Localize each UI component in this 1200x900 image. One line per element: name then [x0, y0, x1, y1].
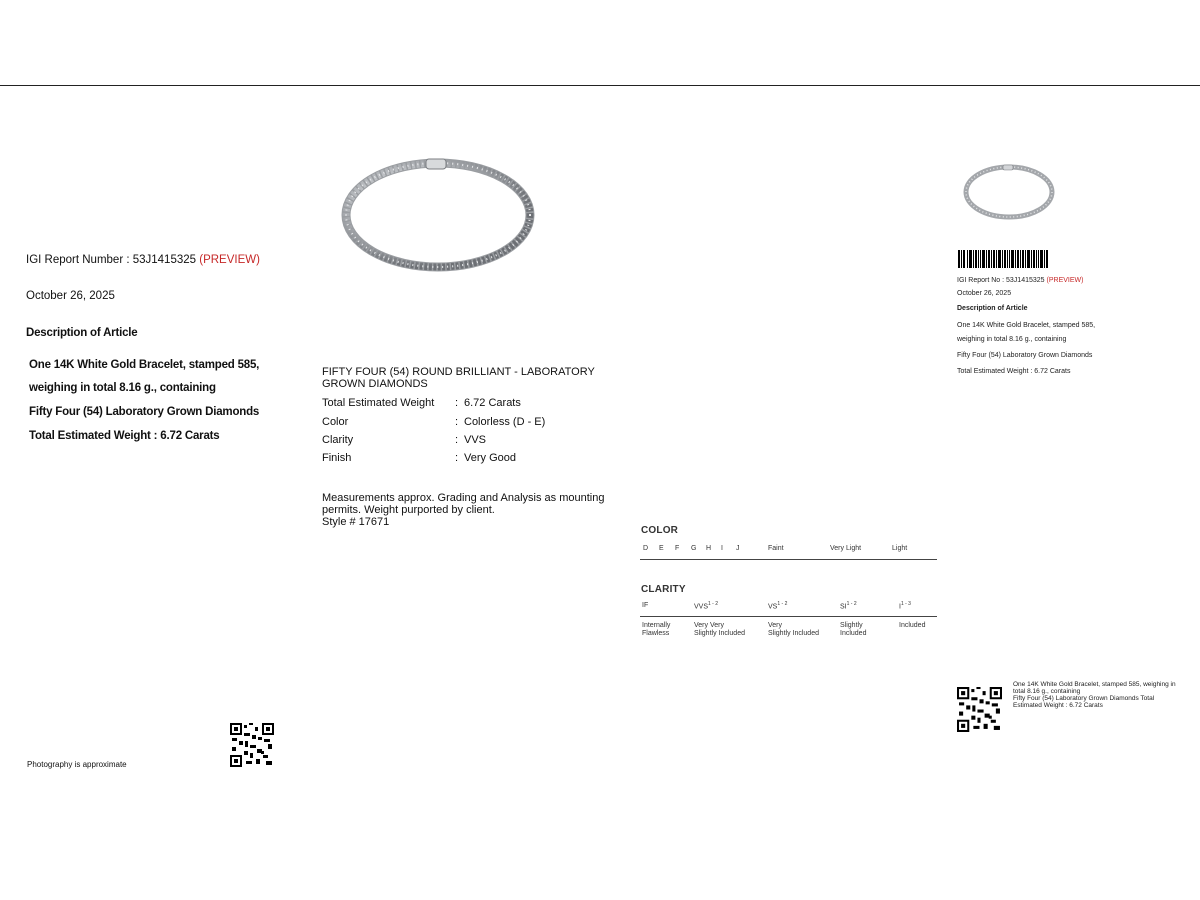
detail-colon: :: [455, 452, 459, 464]
summary-line-3: Fifty Four (54) Laboratory Grown Diamonds Total: [1013, 695, 1155, 702]
clarity-vs-label: VS: [768, 603, 778, 611]
barcode: [958, 250, 1048, 273]
color-grade-d: D: [643, 545, 649, 552]
bottom-right-summary: [1013, 681, 1183, 709]
qr-code-icon: [957, 687, 1002, 732]
right-date: October 26, 2025: [957, 290, 1012, 297]
detail-label: Color: [322, 416, 349, 428]
clarity-vs-desc-2: Slightly Included: [768, 630, 819, 637]
clarity-if-desc-1: Internally: [642, 622, 671, 629]
color-grade-e: E: [659, 545, 664, 552]
detail-value: 6.72 Carats: [464, 397, 521, 409]
clarity-vvs-desc-1: Very Very: [694, 622, 724, 629]
right-report-number-label: IGI Report No : 53J1415325: [957, 277, 1045, 284]
detail-value: Colorless (D - E): [464, 416, 546, 428]
right-preview-tag: (PREVIEW): [1046, 277, 1084, 284]
right-description-line-1: One 14K White Gold Bracelet, stamped 585,: [957, 322, 1096, 329]
description-heading: Description of Article: [26, 327, 138, 339]
report-date: October 26, 2025: [26, 290, 115, 302]
summary-line-2: total 8.16 g., containing: [1013, 688, 1081, 695]
clarity-vs-desc-1: Very: [768, 622, 783, 629]
clarity-scale-title: CLARITY: [641, 584, 686, 595]
clarity-if-desc: [642, 622, 670, 638]
clarity-vvs-label: VVS: [694, 603, 709, 611]
detail-label: Clarity: [322, 434, 354, 446]
detail-colon: :: [455, 434, 459, 446]
clarity-if-desc-2: Flawless: [642, 630, 670, 637]
clarity-si-desc-1: Slightly: [840, 622, 863, 629]
color-grade-g: G: [691, 545, 697, 552]
description-line-1: One 14K White Gold Bracelet, stamped 585,: [29, 359, 260, 371]
measurement-note-line-1: Measurements approx. Grading and Analysis as mounting: [322, 492, 605, 504]
style-number: Style # 17671: [322, 516, 390, 528]
clarity-si: [840, 601, 857, 610]
clarity-si-sup: 1 - 2: [846, 601, 857, 607]
clarity-vs-desc: [768, 622, 819, 638]
right-description-heading: Description of Article: [957, 305, 1028, 312]
clarity-si-desc: [840, 622, 866, 638]
measurement-note-line-2: permits. Weight purported by client.: [322, 504, 495, 516]
right-description-line-3: Fifty Four (54) Laboratory Grown Diamonds: [957, 352, 1093, 359]
clarity-si-desc-2: Included: [840, 630, 867, 637]
right-report-number: [957, 277, 1083, 284]
qr-code-left[interactable]: [230, 723, 274, 772]
detail-colon: :: [455, 397, 459, 409]
detail-label: Total Estimated Weight: [322, 397, 435, 409]
clarity-si-label: SI: [840, 603, 847, 611]
color-grade-h: H: [706, 545, 712, 552]
clarity-vs: [768, 601, 787, 610]
qr-code-icon: [230, 723, 274, 767]
description-line-2: weighing in total 8.16 g., containing: [29, 382, 216, 394]
color-scale-rule: [640, 559, 937, 560]
measurement-note: [322, 492, 605, 528]
preview-tag: (PREVIEW): [199, 254, 260, 266]
top-divider: [0, 85, 1200, 86]
bracelet-thumbnail: [962, 162, 1056, 229]
right-description-line-4: Total Estimated Weight : 6.72 Carats: [957, 368, 1071, 375]
clarity-vs-sup: 1 - 2: [777, 601, 788, 607]
clarity-vvs-desc-2: Slightly Included: [694, 630, 745, 637]
clarity-i-desc: Included: [899, 622, 926, 629]
clarity-i-label: I: [899, 603, 901, 611]
color-grade-i: I: [721, 545, 723, 552]
clarity-scale-rule: [640, 616, 937, 617]
bracelet-thumbnail-icon: [962, 162, 1056, 224]
report-number-label: IGI Report Number : 53J1415325: [26, 254, 197, 266]
detail-colon: :: [455, 416, 459, 428]
stone-title-line-1: FIFTY FOUR (54) ROUND BRILLIANT - LABORATORY: [322, 366, 595, 378]
clarity-vvs: [694, 601, 718, 610]
stone-title: [322, 366, 595, 390]
clarity-if: IF: [642, 602, 649, 609]
color-grade-j: J: [736, 545, 740, 552]
detail-label: Finish: [322, 452, 352, 464]
report-number: [26, 254, 260, 266]
photo-note: Photography is approximate: [27, 760, 127, 769]
color-grade-f: F: [675, 545, 680, 552]
bracelet-icon: [338, 155, 538, 280]
summary-line-4: Estimated Weight : 6.72 Carats: [1013, 702, 1103, 709]
qr-code-right[interactable]: [957, 687, 1002, 737]
clarity-vvs-sup: 1 - 2: [708, 601, 719, 607]
clarity-vvs-desc: [694, 622, 745, 638]
bracelet-photo: [338, 155, 538, 285]
description-line-3: Fifty Four (54) Laboratory Grown Diamonds: [29, 406, 260, 418]
stone-title-line-2: GROWN DIAMONDS: [322, 378, 428, 390]
detail-value: Very Good: [464, 452, 516, 464]
summary-line-1: One 14K White Gold Bracelet, stamped 585, weighing in: [1013, 681, 1176, 688]
barcode-icon: [958, 250, 1048, 268]
color-very-light: Very Light: [830, 545, 862, 552]
clarity-i-sup: 1 - 3: [900, 601, 911, 607]
color-scale-title: COLOR: [641, 525, 679, 536]
clarity-i: [899, 601, 911, 610]
description-line-4: Total Estimated Weight : 6.72 Carats: [29, 430, 220, 442]
color-light: Light: [892, 545, 908, 552]
detail-value: VVS: [464, 434, 487, 446]
color-faint: Faint: [768, 545, 784, 552]
right-description-line-2: weighing in total 8.16 g., containing: [957, 336, 1067, 343]
